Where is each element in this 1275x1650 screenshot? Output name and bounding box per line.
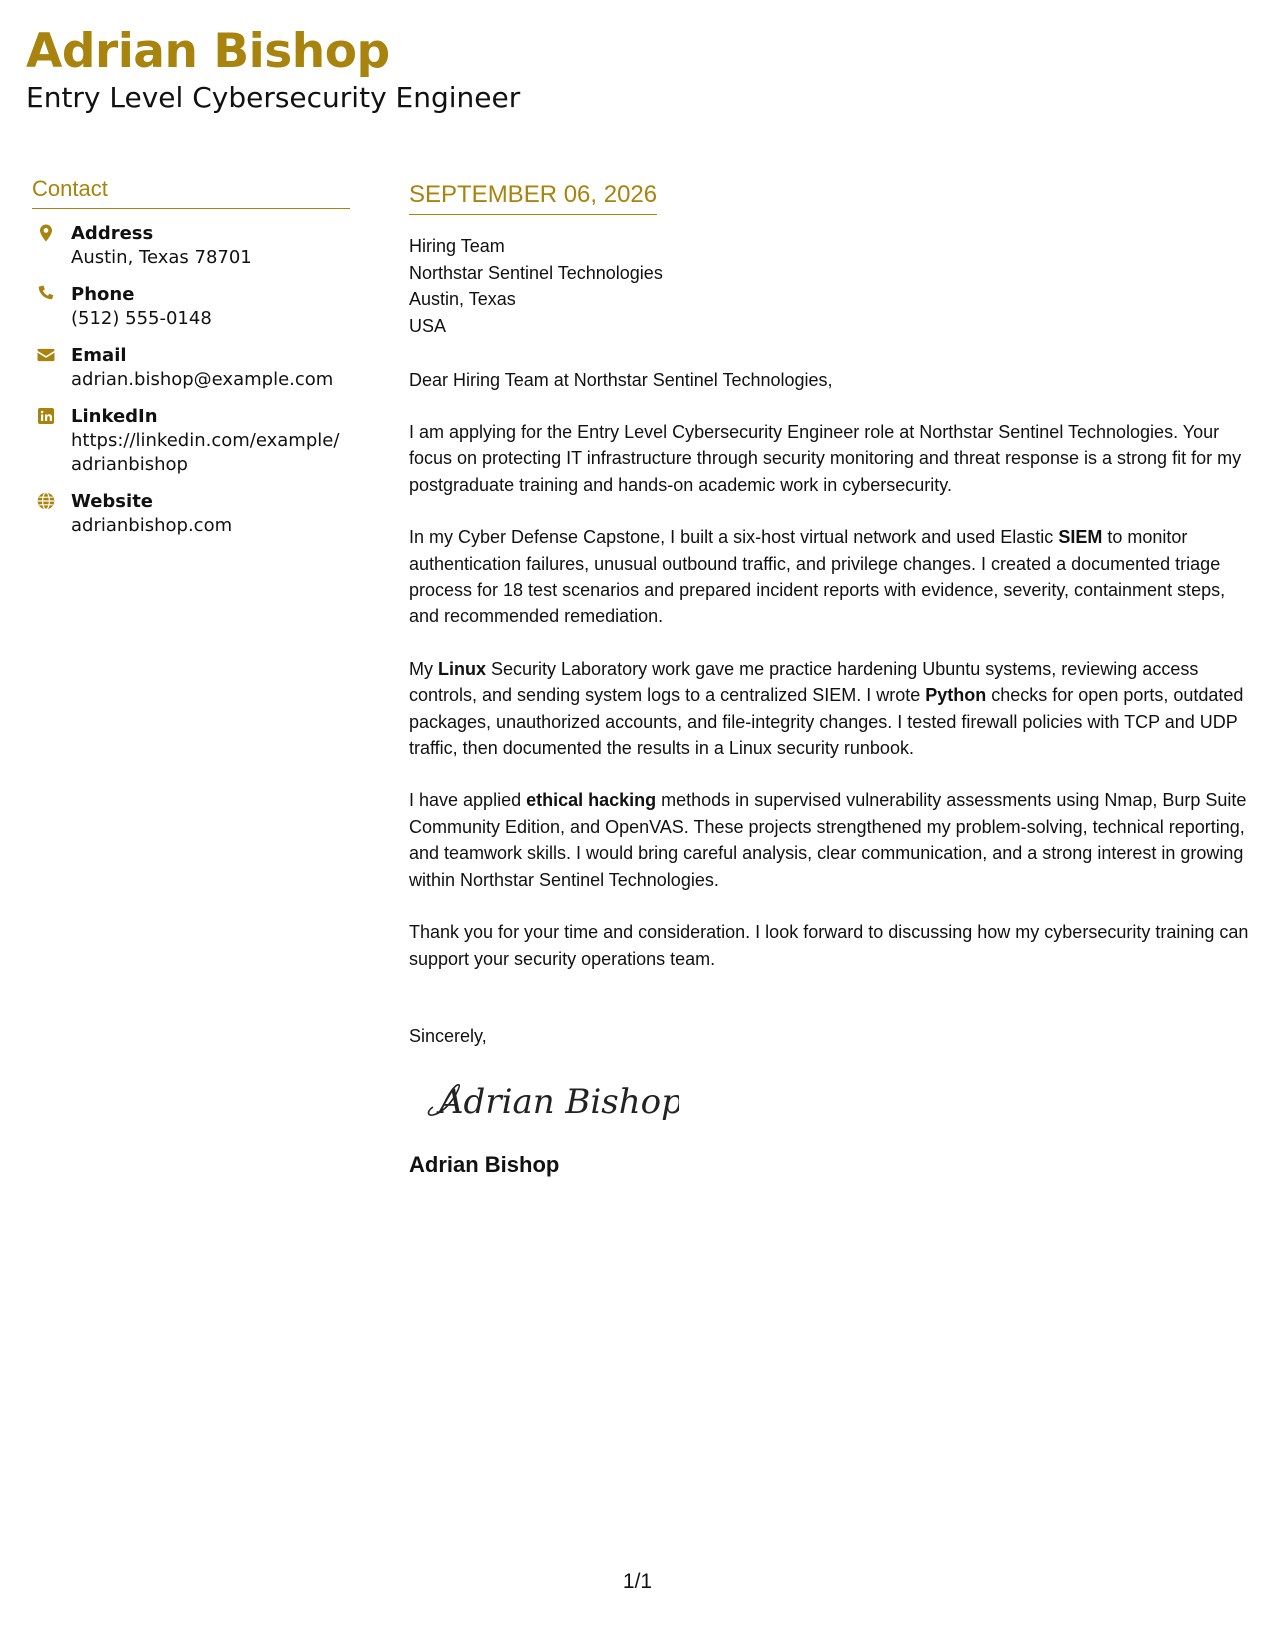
envelope-icon <box>36 345 56 365</box>
emphasized-term: SIEM <box>1058 527 1103 548</box>
phone-icon <box>36 284 56 304</box>
recipient-line: Northstar Sentinel Technologies <box>409 262 663 283</box>
closing: Sincerely, <box>409 1025 487 1046</box>
handwritten-signature <box>419 1071 679 1131</box>
contact-value: adrianbishop.com <box>71 515 233 536</box>
map-pin-icon <box>36 223 56 243</box>
paragraph-text: methods in supervised vulnerability assessments using Nmap, Burp Suite Community Edition, and OpenVAS. These projects strengthened my problem-solving, technical reporting, and teamwork skills. I would bring careful analysis, clear communication, and a strong interest in growing within Northstar Sentinel Technologies. <box>409 790 1247 890</box>
letter-paragraphs <box>409 419 1254 972</box>
recipient-line: Hiring Team <box>409 236 505 256</box>
paragraph-text: In my Cyber Defense Capstone, I built a six-host virtual network and used Elastic <box>409 527 1059 548</box>
contact-value: Austin, Texas 78701 <box>71 247 252 268</box>
page-number: 1/1 <box>622 1570 653 1593</box>
contact-label: Email <box>71 345 127 366</box>
letter-paragraph <box>409 919 1254 972</box>
job-title: Entry Level Cybersecurity Engineer <box>26 81 521 114</box>
emphasized-term: Linux <box>438 658 486 679</box>
paragraph-text: Thank you for your time and consideration. I look forward to discussing how my cybersecurity training can support your security operations team. <box>409 922 1249 969</box>
letter-body <box>409 178 1254 1180</box>
applicant-name: Adrian Bishop <box>26 24 390 79</box>
paragraph-text: Security Laboratory work gave me practice hardening Ubuntu systems, reviewing access controls, and sending system logs to a centralized SIEM. I wrote <box>409 658 1199 706</box>
contact-label: Phone <box>71 284 135 305</box>
letter-date: SEPTEMBER 06, 2026 <box>409 178 657 215</box>
contact-phone <box>32 282 350 331</box>
contact-website <box>32 489 350 538</box>
contact-linkedin <box>32 404 350 477</box>
letter-paragraph <box>409 524 1254 630</box>
emphasized-term: ethical hacking <box>526 790 657 811</box>
contact-address <box>32 221 350 270</box>
contact-sidebar <box>32 174 350 538</box>
recipient-block <box>409 233 1254 339</box>
linkedin-icon <box>36 406 56 426</box>
letter-paragraph <box>409 419 1254 498</box>
paragraph-text: I am applying for the Entry Level Cybersecurity Engineer role at Northstar Sentinel Technologies. Your focus on protecting IT infrastructure through security monitoring and threat response is a strong fit for my postgraduate training and hands-on academic work in cybersecurity. <box>409 422 1242 495</box>
paragraph-text: My <box>409 658 438 679</box>
contact-label: Website <box>71 491 154 512</box>
contact-value: https://linkedin.com/example/adrianbishop <box>71 430 340 475</box>
paragraph-text: I have applied <box>409 790 527 811</box>
recipient-line: Austin, Texas <box>409 289 516 309</box>
globe-icon <box>36 491 56 511</box>
letter-header <box>26 22 520 116</box>
contact-label: LinkedIn <box>71 406 158 427</box>
recipient-line: USA <box>409 315 447 336</box>
letter-paragraph <box>409 787 1254 893</box>
salutation: Dear Hiring Team at Northstar Sentinel Technologies, <box>409 370 833 390</box>
emphasized-term: Python <box>925 685 987 706</box>
contact-label: Address <box>71 223 154 244</box>
paragraph-text: checks for open ports, outdated packages, unauthorized accounts, and file-integrity changes. I tested firewall policies with TCP and UDP traffic, then documented the results in a Linux security runbook. <box>409 685 1244 759</box>
contact-email <box>32 343 350 392</box>
signature-text: Adrian Bishop <box>439 1081 679 1122</box>
contact-value: (512) 555-0148 <box>71 308 212 329</box>
contact-value: adrian.bishop@example.com <box>71 369 334 390</box>
contact-heading: Contact <box>32 174 350 209</box>
signed-name: Adrian Bishop <box>409 1151 560 1177</box>
letter-paragraph <box>409 656 1254 762</box>
paragraph-text: to monitor authentication failures, unusual outbound traffic, and privilege changes. I created a documented triage process for 18 test scenarios and prepared incident reports with evidence, severity, containment steps, and recommended remediation. <box>409 527 1226 627</box>
